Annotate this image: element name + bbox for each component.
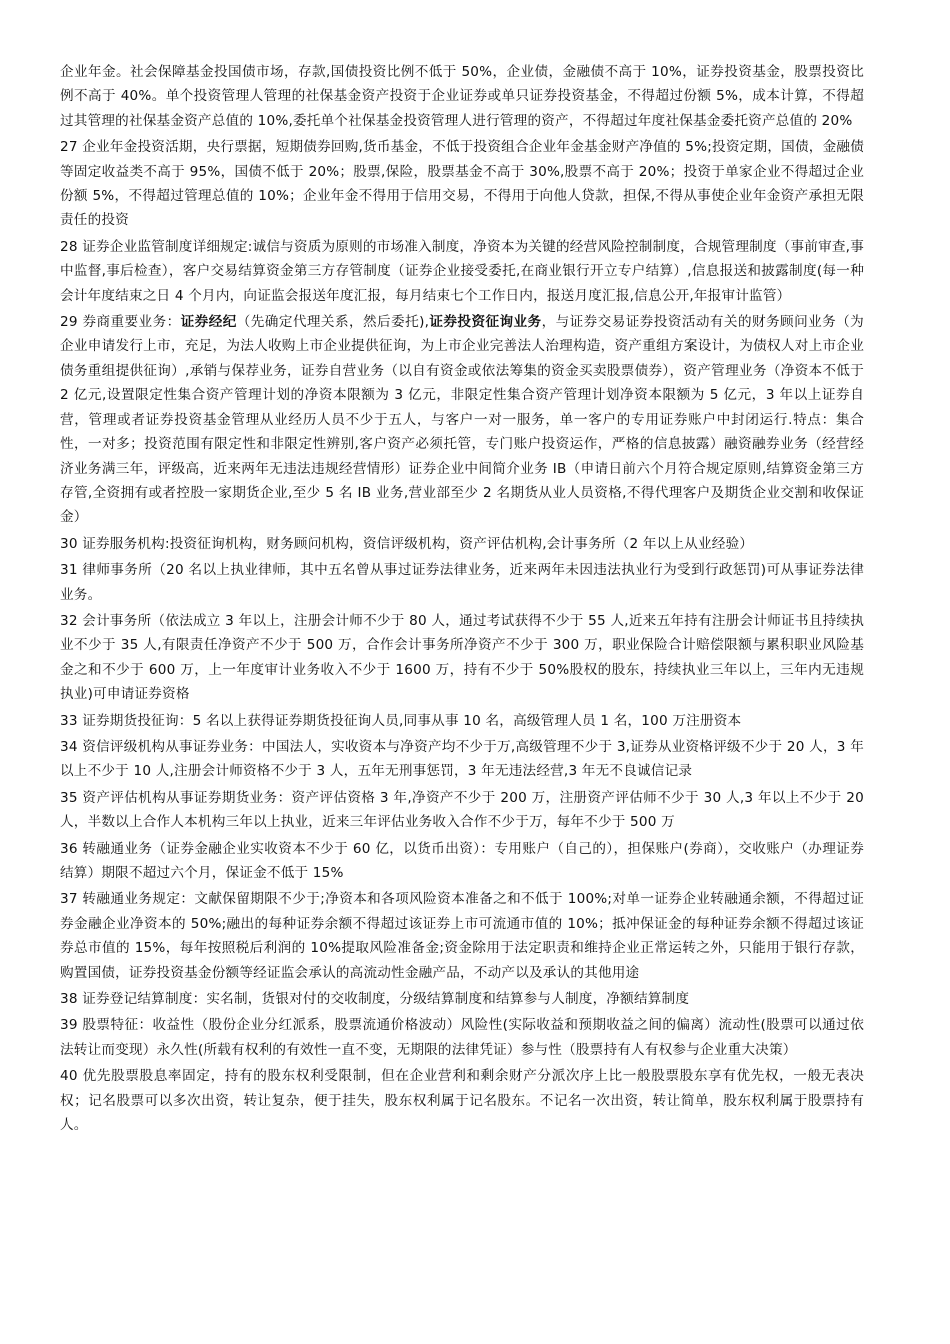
paragraph-31: 31 律师事务所（20 名以上执业律师，其中五名曾从事过证券法律业务，近来两年未因违法执业行为受到行政惩罚)可从事证券法律业务。 <box>60 562 864 603</box>
paragraph-37: 37 转融通业务规定：文献保留期限不少于;净资本和各项风险资本准备之和不低于 100%;对单一证券企业转融通余额，不得超过证券金融企业净资本的 50%;融出的每种证券余额不得超过该证券上市可流通市值的 10%；抵冲保证金的每种证券余额不得超过该证券总市值的 15%，每年按照税后利润的 10%提取风险准备金;资金除用于法定职责和维持企业正常运转之外，只能用于银行存款，购置国债，证券投资基金份额等经证监会承认的高流动性金融产品，不动产以及承认的其他用途 <box>60 891 864 981</box>
paragraph-35: 35 资产评估机构从事证券期货业务：资产评估资格 3 年,净资产不少于 200 万，注册资产评估师不少于 30 人,3 年以上不少于 20 人，半数以上合作人本机构三年以上执业，近来三年评估业务收入合作不少于万，每年不少于 500 万 <box>60 789 864 831</box>
paragraph-26: 企业年金。社会保障基金投国债市场，存款,国债投资比例不低于 50%，企业债，金融债不高于 10%，证券投资基金，股票投资比例不高于 40%。单个投资管理人管理的社保基金资产投资于企业证券或单只证券投资基金，不得超过份额 5%，成本计算，不得超过其管理的社保基金资产总值的 10%,委托单个社保基金投资管理人进行管理的资产，不得超过年度社保基金委托资产总值的 20% <box>60 64 864 129</box>
paragraph-30: 30 证券服务机构:投资征询机构，财务顾问机构，资信评级机构，资产评估机构,会计事务所（2 年以上从业经验） <box>60 535 754 552</box>
paragraph-39: 39 股票特征：收益性（股份企业分红派系，股票流通价格波动）风险性(实际收益和预期收益之间的偏离）流动性(股票可以通过依法转让而变现）永久性(所载有权利的有效性一直不变，无期限的法律凭证）参与性（股票持有人有权参与企业重大决策） <box>60 1017 864 1058</box>
securities-brokerage-heading: 证券经纪 <box>180 314 237 331</box>
paragraph-27: 27 企业年金投资活期，央行票据，短期债券回购,货币基金，不低于投资组合企业年金基金财产净值的 5%;投资定期，国债，金融债等固定收益类不高于 95%，国债不低于 20%；股票,保险，股票基金不高于 30%,股票不高于 20%；投资于单家企业不得超过企业份额 5%，不得超过管理总值的 10%；企业年金不得用于信用交易，不得用于向他人贷款，担保,不得从事使企业年金资产承担无限责任的投资 <box>60 139 864 229</box>
paragraph-38: 38 证券登记结算制度：实名制，货银对付的交收制度，分级结算制度和结算参与人制度，净额结算制度 <box>60 991 690 1008</box>
paragraph-32: 32 会计事务所（依法成立 3 年以上，注册会计师不少于 80 人，通过考试获得不少于 55 人,近来五年持有注册会计师证书且持续执业不少于 35 人,有限责任净资产不少于 500 万，合作会计事务所净资产不少于 300 万，职业保险合计赔偿限额与累积职业风险基金之和不少于 600 万，上一年度审计业务收入不少于 1600 万，持有不少于 50%股权的股东，持续执业三年以上，三年内无违规执业)可申请证券资格 <box>60 612 864 703</box>
paragraph-34: 34 资信评级机构从事证券业务：中国法人，实收资本与净资产均不少于万,高级管理不少于 3,证券从业资格评级不少于 20 人，3 年以上不少于 10 人,注册会计师资格不少于 3 人，五年无刑事惩罚，3 年无违法经营,3 年无不良诚信记录 <box>60 738 864 780</box>
paragraph-29-brokerage-note: （先确定代理关系，然后委托), <box>236 314 430 331</box>
paragraph-28: 28 证券企业监管制度详细规定:诚信与资质为原则的市场准入制度，净资本为关键的经营风险控制制度，合规管理制度（事前审查,事中监督,事后检查），客户交易结算资金第三方存管制度（证券企业接受委托,在商业银行开立专户结算）,信息报送和披露制度(每一种会计年度结束之日 4 个月内，向证监会报送年度汇报，每月结束七个工作日内，报送月度汇报,信息公开,年报审计监管） <box>60 238 864 304</box>
paragraph-33: 33 证券期货投征询：5 名以上获得证券期货投征询人员,同事从事 10 名，高级管理人员 1 名，100 万注册资本 <box>60 712 742 729</box>
paragraph-29-body: ，与证券交易证券投资活动有关的财务顾问业务（为企业申请发行上市，充足，为法人收购上市企业提供征询，为上市企业完善法人治理构造，资产重组方案设计，为债权人对上市企业债务重组提供征询）,承销与保荐业务，证券自营业务（以自有资金或依法筹集的资金买卖股票债券），资产管理业务（净资本不低于 2 亿元,设置限定性集合资产管理计划的净资本限额为 3 亿元，非限定性集合资产管理计划净资本限额为 5 亿元，3 年以上证券自营，管理或者证券投资基金管理从业经历人员不少于五人，与客户一对一服务，单一客户的专用证券账户中封闭运行.特点：集合性，一对多；投资范围有限定性和非限定性辨别,客户资产必须托管，专门账户投资运作，严格的信息披露）融资融券业务（经营经济业务满三年，评级高，近来两年无违法违规经营情形）证券企业中间简介业务 IB（申请日前六个月符合规定原则,结算资金第三方存管,全资拥有或者控股一家期货企业,至少 5 名 IB 业务,营业部至少 2 名期货从业人员资格,不得代理客户及期货企业交割和收保证金） <box>60 314 864 526</box>
paragraph-40: 40 优先股票股息率固定，持有的股东权利受限制，但在企业营利和剩余财产分派次序上比一般股票股东享有优先权，一般无表决权；记名股票可以多次出资，转让复杂，便于挂失，股东权利属于记名股东。不记名一次出资，转让简单，股东权利属于股票持有人。 <box>60 1068 864 1134</box>
paragraph-29-intro: 29 券商重要业务： <box>60 314 181 331</box>
paragraph-36: 36 转融通业务（证券金融企业实收资本不少于 60 亿，以货币出资）：专用账户（自己的），担保账户(券商），交收账户（办理证券结算）期限不超过六个月，保证金不低于 15% <box>60 840 864 881</box>
securities-consulting-heading: 证券投资征询业务 <box>429 314 542 331</box>
paragraph-29 <box>60 310 864 530</box>
